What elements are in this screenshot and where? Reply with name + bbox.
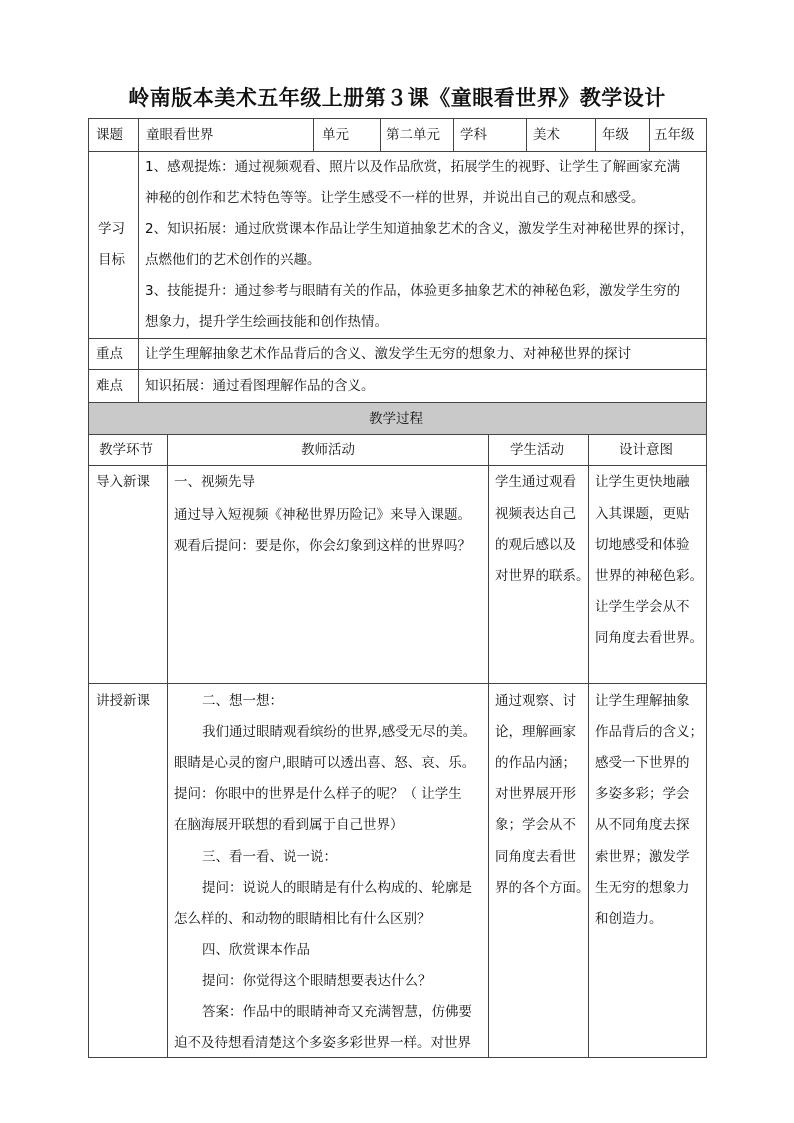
row2-intent-line: 让学生理解抽象 (595, 693, 690, 709)
danyuan-label: 单元 (322, 127, 349, 143)
nianji-value: 五年级 (654, 127, 695, 143)
row2-stage: 讲授新课 (96, 693, 150, 709)
document-title: 岭南版本美术五年级上册第３课《童眼看世界》教学设计 (128, 86, 666, 110)
row2-student-line: 界的各个方面。 (495, 880, 590, 896)
row2-student-line: 通过观察、讨 (495, 693, 576, 709)
col-stage-header: 教学环节 (99, 442, 153, 458)
row1-student-line: 学生通过观看 (495, 474, 576, 490)
row1-intent-line: 入其课题，更贴 (595, 506, 690, 522)
row1-intent-line: 同角度去看世界。 (595, 630, 703, 646)
row2-teacher-line: 答案：作品中的眼睛神奇又充满智慧，仿佛要 (202, 1004, 472, 1020)
row1-student-line: 对世界的联系。 (495, 568, 590, 584)
row1-teacher-line: 一、视频先导 (174, 474, 255, 490)
row2-intent-line: 从不同角度去探 (595, 817, 690, 833)
row2-teacher-line: 提问：说说人的眼睛是有什么构成的、轮廓是 (202, 880, 472, 896)
goals-line: 想象力，提升学生绘画技能和创作热情。 (145, 314, 388, 330)
row2-teacher-line: 在脑海展开联想的看到属于自己世界） (174, 817, 404, 833)
difficulty-label: 难点 (96, 378, 123, 394)
row2-teacher-line: 我们通过眼睛观看缤纷的世界,感受无尽的美。 (202, 724, 477, 740)
goals-line: 点燃他们的艺术创作的兴趣。 (145, 252, 321, 268)
xueke-value: 美术 (533, 127, 560, 143)
goals-line: 3、技能提升：通过参考与眼睛有关的作品，体验更多抽象艺术的神秘色彩，激发学生穷的 (145, 283, 681, 299)
danyuan-value: 第二单元 (386, 127, 440, 143)
goals-line: 神秘的创作和艺术特色等等。让学生感受不一样的世界，并说出自己的观点和感受。 (145, 190, 645, 206)
row2-teacher-line: 提问：你觉得这个眼睛想要表达什么？ (202, 973, 432, 989)
key-point-label: 重点 (96, 346, 123, 362)
row2-student-line: 同角度去看世 (495, 849, 576, 865)
row1-intent-line: 世界的神秘色彩。 (595, 568, 703, 584)
row1-intent-line: 让学生更快地融 (595, 474, 690, 490)
row2-student-line: 象；学会从不 (495, 817, 576, 833)
row2-student-line: 的作品内涵； (495, 755, 576, 771)
row2-teacher-line: 二、想一想： (202, 693, 283, 709)
key-point-text: 让学生理解抽象艺术作品背后的含义、激发学生无穷的想象力、对神秘世界的探讨 (145, 346, 631, 362)
row2-teacher-line: 提问：你眼中的世界是什么样子的呢？（ 让学生 (174, 786, 462, 802)
goals-label-line2: 目标 (98, 252, 125, 268)
row2-student-line: 论，理解画家 (495, 724, 576, 740)
row2-student-line: 对世界展开形 (495, 786, 576, 802)
row1-teacher-line: 观看后提问：要是你，你会幻象到这样的世界吗？ (174, 538, 471, 554)
col-intent-header: 设计意图 (619, 442, 673, 458)
row1-student-line: 的观后感以及 (495, 537, 576, 553)
row2-intent-line: 感受一下世界的 (595, 755, 690, 771)
row2-intent-line: 生无穷的想象力 (595, 880, 690, 896)
col-student-header: 学生活动 (510, 442, 564, 458)
row1-intent-line: 让学生学会从不 (595, 599, 690, 615)
row2-intent-line: 多姿多彩；学会 (595, 786, 690, 802)
row2-teacher-line: 怎么样的、和动物的眼睛相比有什么区别？ (174, 911, 431, 927)
keti-label: 课题 (96, 127, 123, 143)
goals-line: 2、知识拓展：通过欣赏课本作品让学生知道抽象艺术的含义，激发学生对神秘世界的探讨， (145, 221, 694, 237)
process-header: 教学过程 (369, 411, 423, 427)
row1-stage: 导入新课 (96, 474, 150, 490)
row1-intent-line: 切地感受和体验 (595, 537, 690, 553)
xueke-label: 学科 (460, 127, 487, 143)
goals-label-line1: 学习 (98, 221, 125, 237)
row2-teacher-line: 眼睛是心灵的窗户,眼睛可以透出喜、怒、哀、乐。 (174, 755, 476, 771)
row2-teacher-line: 四、欣赏课本作品 (202, 942, 310, 958)
row2-intent-line: 和创造力。 (595, 911, 663, 927)
col-teacher-header: 教师活动 (301, 442, 355, 458)
difficulty-text: 知识拓展：通过看图理解作品的含义。 (145, 378, 375, 394)
row2-teacher-line: 三、看一看、说一说： (202, 849, 337, 865)
row1-student-line: 视频表达自己 (495, 506, 576, 522)
row1-teacher-line: 通过导入短视频《神秘世界历险记》来导入课题。 (174, 507, 471, 523)
keti-value: 童眼看世界 (146, 127, 214, 143)
row2-intent-line: 索世界；激发学 (595, 849, 690, 865)
row2-intent-line: 作品背后的含义； (595, 724, 703, 740)
nianji-label: 年级 (602, 127, 629, 143)
goals-line: 1、感观提炼：通过视频观看、照片以及作品欣赏，拓展学生的视野、让学生了解画家充满 (145, 159, 681, 175)
row2-teacher-line: 迫不及待想看清楚这个多姿多彩世界一样。对世界 (174, 1035, 471, 1051)
